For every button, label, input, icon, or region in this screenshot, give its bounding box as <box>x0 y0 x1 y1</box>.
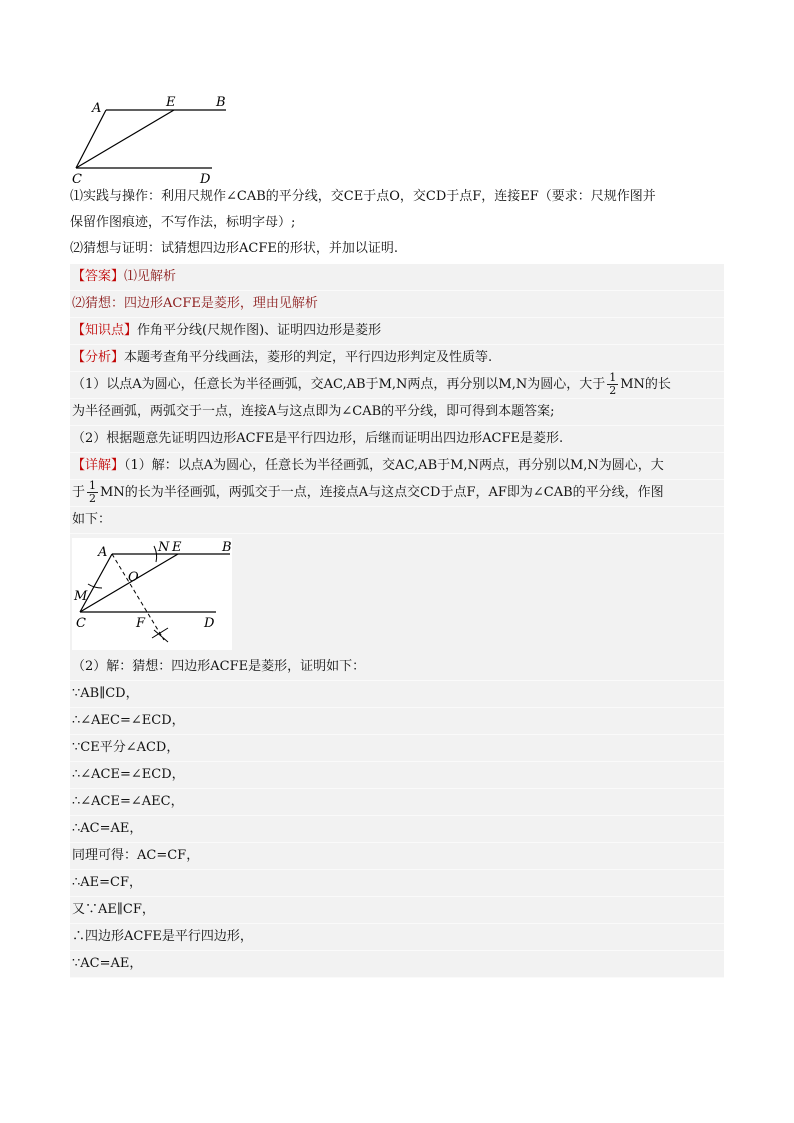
fraction-half-2: $\frac{1}{2}$ <box>89 479 97 505</box>
svg-text:N: N <box>158 540 170 555</box>
svg-text:F: F <box>136 616 146 631</box>
proof-line: ∴四边形ACFE是平行四边形， <box>70 924 724 951</box>
analysis-1c: 为半径画弧，两弧交于一点，连接A与这点即为∠CAB的平分线，即可得到本题答案; <box>70 399 724 426</box>
proof-lines <box>70 654 724 978</box>
proof-line: ∴AE=CF， <box>70 870 724 897</box>
answer-2: ⑵猜想：四边形ACFE是菱形，理由见解析 <box>70 291 724 318</box>
proof-line: ∴∠ACE=∠AEC， <box>70 789 724 816</box>
answer-section <box>70 264 724 978</box>
label-c: C <box>72 172 82 184</box>
svg-text:O: O <box>128 570 139 585</box>
svg-text:A: A <box>98 545 108 560</box>
proof-line: （2）解：猜想：四边形ACFE是菱形，证明如下： <box>70 654 724 681</box>
proof-line: ∴AC=AE， <box>70 816 724 843</box>
svg-text:D: D <box>204 616 215 631</box>
proof-line: 同理可得：AC=CF， <box>70 843 724 870</box>
proof-line: ∵AB∥CD， <box>70 681 724 708</box>
detail-1a: （1）解：以点A为圆心，任意长为半径画弧，交AC,AB于M,N两点，再分别以M,N为圆心，大 <box>124 458 664 473</box>
answer-tag: 【答案】 <box>72 269 125 284</box>
proof-line: 又∵AE∥CF， <box>70 897 724 924</box>
proof-line: ∵AC=AE， <box>70 951 724 978</box>
question-part2: ⑵猜想与证明：试猜想四边形ACFE的形状，并加以证明. <box>70 241 398 256</box>
proof-line: ∴∠AEC=∠ECD， <box>70 708 724 735</box>
detail-1b: 于 <box>72 485 86 500</box>
label-d: D <box>200 172 211 184</box>
label-b: B <box>216 95 226 110</box>
analysis-1a: （1）以点A为圆心，任意长为半径画弧，交AC,AB于M,N两点，再分别以M,N为圆心，大于 <box>72 377 606 392</box>
label-e: E <box>166 95 176 110</box>
answer-1: ⑴见解析 <box>124 269 177 284</box>
detail-1c: MN的长为半径画弧，两弧交于一点，连接点A与这点交CD于点F，AF即为∠CAB的平分线，作图 <box>100 485 664 500</box>
question-part1: ⑴实践与操作：利用尺规作∠CAB的平分线，交CE于点O，交CD于点F，连接EF（要求：尺规作图并 <box>70 189 656 204</box>
svg-text:C: C <box>76 616 86 631</box>
page <box>70 92 724 978</box>
knowledge-text: 作角平分线(尺规作图)、证明四边形是菱形 <box>137 323 382 338</box>
analysis-tag: 【分析】 <box>72 350 125 365</box>
label-a: A <box>92 101 102 116</box>
svg-text:M: M <box>74 589 88 604</box>
fraction-half: $\frac{1}{2}$ <box>609 371 617 397</box>
svg-text:E: E <box>172 540 182 555</box>
question-part1-cont: 保留作图痕迹，不写作法，标明字母）; <box>70 215 296 230</box>
svg-text:B: B <box>222 540 232 555</box>
geometry-figure-2 <box>72 538 232 650</box>
proof-line: ∵CE平分∠ACD， <box>70 735 724 762</box>
detail-1d: 如下： <box>70 507 724 534</box>
knowledge-tag: 【知识点】 <box>72 323 138 338</box>
analysis-2: （2）根据题意先证明四边形ACFE是平行四边形，后继而证明出四边形ACFE是菱形. <box>70 426 724 453</box>
detail-tag: 【详解】 <box>72 458 125 473</box>
proof-line: ∴∠ACE=∠ECD， <box>70 762 724 789</box>
analysis-1b: MN的长 <box>620 377 671 392</box>
analysis-text: 本题考查角平分线画法，菱形的判定，平行四边形判定及性质等. <box>124 350 493 365</box>
geometry-figure-1 <box>70 92 230 184</box>
